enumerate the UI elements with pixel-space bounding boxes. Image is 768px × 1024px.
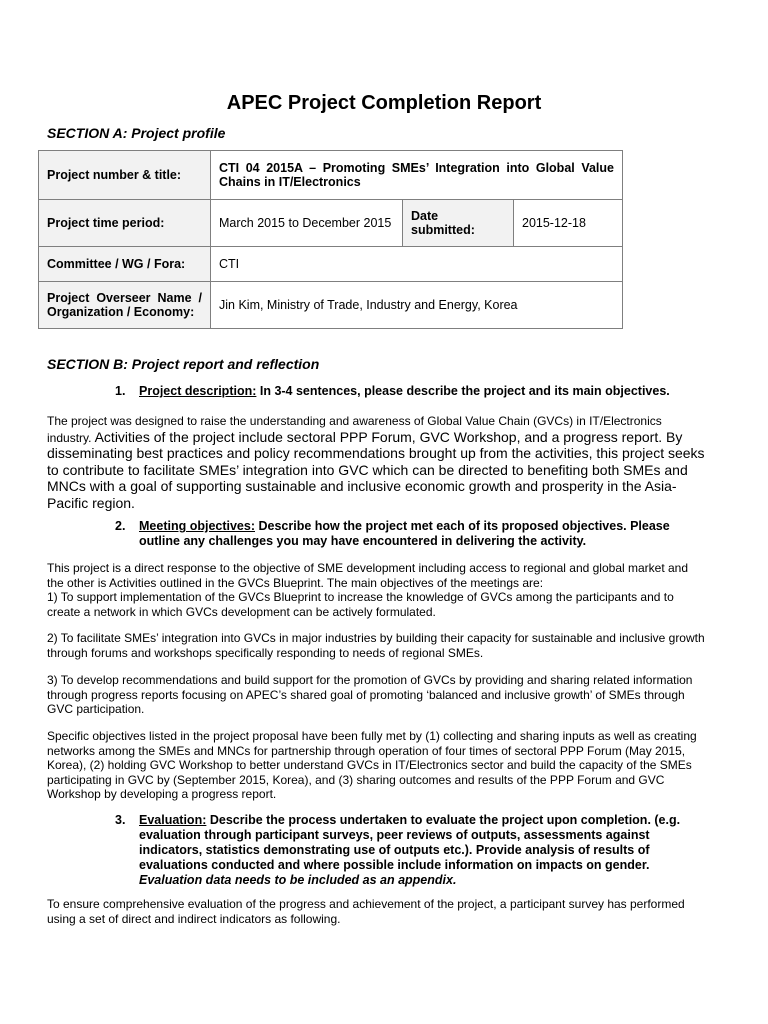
description-text-small: The project was designed to raise the understanding and awareness of Global Value Chain (GVCs) in IT/Electronics industry.: [47, 414, 662, 445]
time-period-label: Project time period:: [39, 200, 211, 247]
question-number: 3.: [115, 813, 126, 827]
table-row: [39, 282, 623, 329]
overseer-value: Jin Kim, Ministry of Trade, Industry and Energy, Korea: [211, 282, 623, 329]
description-text-large: Activities of the project include sectoral PPP Forum, GVC Workshop, and a progress report. By disseminating best practices and policy recommendations brought up from the activities, this project seeks to contribute to facilitate SMEs’ integration into GVC which can be directed to benefiting both SMEs and MNCs with a goal of supporting sustainable and inclusive economic growth and prosperity in the Asia-Pacific region.: [47, 428, 705, 511]
committee-label: Committee / WG / Fora:: [39, 247, 211, 282]
project-number-label: Project number & title:: [39, 151, 211, 200]
question-heading: Evaluation:: [139, 813, 207, 827]
question-text: In 3-4 sentences, please describe the project and its main objectives.: [256, 384, 670, 398]
question-1: [115, 384, 700, 399]
objective-item-2: 2) To facilitate SMEs’ integration into GVCs in major industries by building their capacity for sustainable and inclusive growth through forums and workshops specifically responding to needs of regional SMEs.: [47, 631, 705, 660]
question-2: [115, 519, 700, 549]
table-row: [39, 200, 623, 247]
table-row: [39, 247, 623, 282]
section-a-heading: SECTION A: Project profile: [47, 125, 226, 141]
question-heading: Project description:: [139, 384, 257, 398]
objectives-intro-text: This project is a direct response to the objective of SME development including access to regional and global market and the other is Activities outlined in the GVCs Blueprint. The main objectives of the meetings are:: [47, 561, 689, 590]
objective-item-3: 3) To develop recommendations and build support for the promotion of GVCs by providing and sharing related information through progress reports focusing on APEC’s shared goal of promoting ‘balanced and inclusive growth’ of SMEs through GVC participation.: [47, 673, 693, 716]
question-3: [115, 813, 700, 888]
question-number: 1.: [115, 384, 126, 398]
project-profile-table: [38, 150, 623, 329]
question-text: Describe how the project met each of its proposed objectives. Please outline any challenges you may have encountered in delivering the activity.: [139, 519, 670, 548]
overseer-label: Project Overseer Name / Organization / Economy:: [39, 282, 211, 329]
committee-value: CTI: [211, 247, 623, 282]
evaluation-paragraph: To ensure comprehensive evaluation of the progress and achievement of the project, a participant survey has performed using a set of direct and indirect indicators as following.: [47, 897, 685, 926]
question-text: Describe the process undertaken to evaluate the project upon completion. (e.g. evaluation through participant surveys, peer reviews of outputs, assessments against indicators, statistics demonstrating use of outputs etc.). Provide analysis of results of evaluations conducted and where possible include information on impacts on gender.: [139, 813, 681, 872]
objective-item-1: 1) To support implementation of the GVCs Blueprint to increase the knowledge of GVCs among the participants and to create a network in which GVCs development can be actively formulated.: [47, 590, 674, 619]
section-b-heading: SECTION B: Project report and reflection: [47, 356, 320, 372]
project-number-value: CTI 04 2015A – Promoting SMEs’ Integration into Global Value Chains in IT/Electronics: [211, 151, 623, 200]
report-title: APEC Project Completion Report: [226, 92, 542, 114]
objectives-intro: [47, 561, 707, 619]
specific-objectives-paragraph: Specific objectives listed in the project proposal have been fully met by (1) collecting and sharing inputs as well as creating networks among the SMEs and MNCs for partnership through operation of four times of sectoral PPP Forum (May 2015, Korea), (2) holding GVC Workshop to better understand GVCs in IT/Electronics sector and build the capacity of the SMEs participating in GVC by (September 2015, Korea), and (3) sharing outcomes and results of the PPP Forum and GVC Workshop by developing a progress report.: [47, 729, 697, 801]
time-period-value: March 2015 to December 2015: [211, 200, 403, 247]
date-submitted-value: 2015-12-18: [514, 200, 623, 247]
project-description-paragraph: [47, 414, 707, 511]
table-row: [39, 151, 623, 200]
question-heading: Meeting objectives:: [139, 519, 255, 533]
question-italic-note: Evaluation data needs to be included as an appendix.: [139, 873, 457, 887]
date-submitted-label: Date submitted:: [403, 200, 514, 247]
question-number: 2.: [115, 519, 126, 533]
